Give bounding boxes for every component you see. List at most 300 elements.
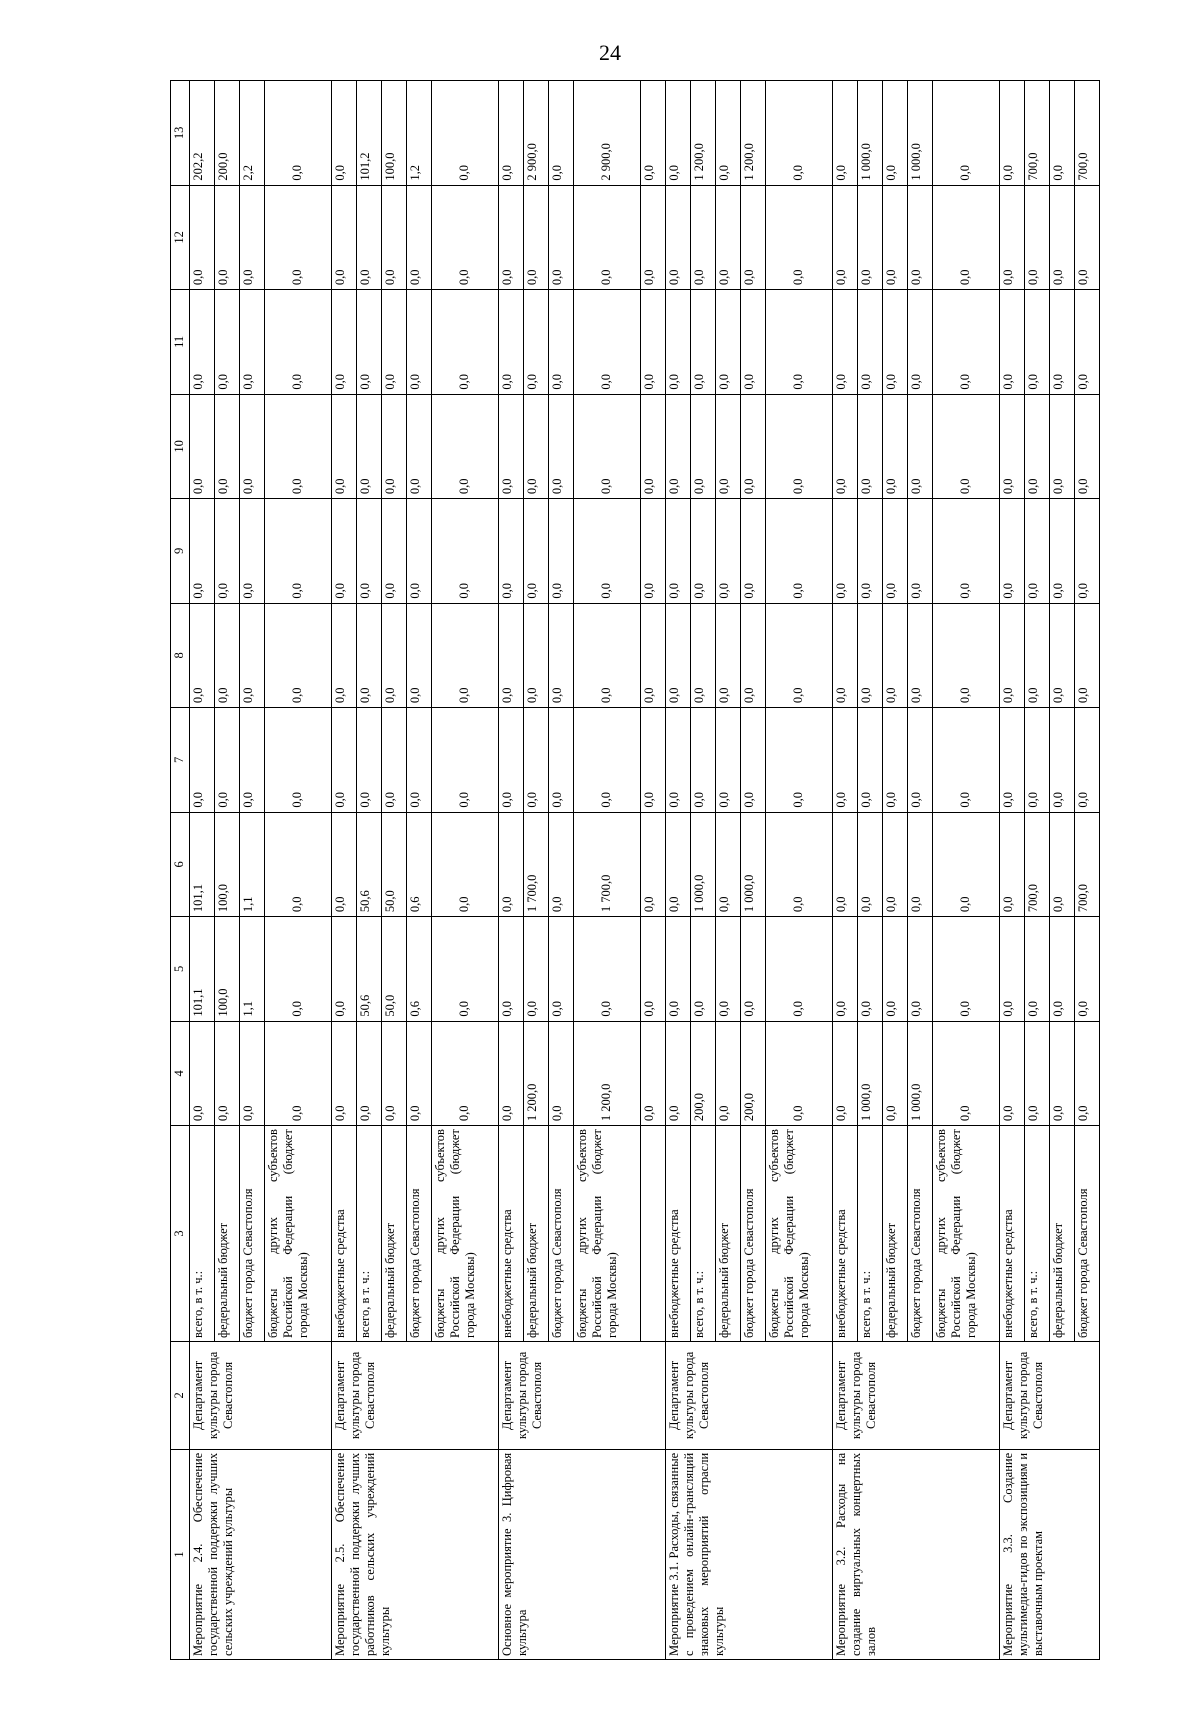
value-cell: 200,0 bbox=[740, 1021, 765, 1126]
column-header: 10 bbox=[171, 394, 190, 499]
value-cell: 0,0 bbox=[381, 708, 406, 813]
value-cell: 0,0 bbox=[999, 394, 1024, 499]
value-cell: 0,0 bbox=[265, 1021, 332, 1126]
value-cell: 0,0 bbox=[1049, 185, 1074, 290]
value-cell: 0,0 bbox=[432, 708, 499, 813]
value-cell: 0,0 bbox=[832, 394, 857, 499]
activity-name-cell: Мероприятие 2.4. Обеспечение государственной поддержки лучших сельских учреждений культуры bbox=[190, 1449, 332, 1659]
value-cell: 0,0 bbox=[1049, 290, 1074, 395]
value-cell: 0,0 bbox=[1074, 185, 1099, 290]
value-cell: 2 900,0 bbox=[573, 81, 640, 186]
value-cell: 0,0 bbox=[215, 290, 240, 395]
page-number: 24 bbox=[599, 40, 621, 65]
funding-source-cell: федеральный бюджет bbox=[882, 1126, 907, 1342]
value-cell: 0,6 bbox=[406, 812, 431, 917]
value-cell: 0,0 bbox=[740, 185, 765, 290]
value-cell: 1 000,0 bbox=[857, 1021, 882, 1126]
value-cell: 0,0 bbox=[857, 708, 882, 813]
responsible-cell: Департамент культуры города Севастополя bbox=[331, 1341, 498, 1449]
value-cell: 0,0 bbox=[907, 603, 932, 708]
value-cell: 0,0 bbox=[665, 394, 690, 499]
value-cell: 0,0 bbox=[498, 499, 523, 604]
value-cell: 0,0 bbox=[932, 81, 999, 186]
value-cell: 0,0 bbox=[331, 394, 356, 499]
value-cell: 0,0 bbox=[573, 603, 640, 708]
value-cell: 0,0 bbox=[1049, 499, 1074, 604]
responsible-cell: Департамент культуры города Севастополя bbox=[832, 1341, 999, 1449]
value-cell: 0,0 bbox=[857, 917, 882, 1022]
funding-source-cell: бюджеты других субъектов Российской Федерации (бюджет города Москвы) bbox=[265, 1126, 332, 1342]
funding-source-cell: федеральный бюджет bbox=[523, 1126, 548, 1342]
value-cell: 0,0 bbox=[999, 917, 1024, 1022]
value-cell: 0,0 bbox=[548, 1021, 573, 1126]
value-cell: 0,0 bbox=[498, 812, 523, 917]
value-cell: 0,0 bbox=[999, 81, 1024, 186]
responsible-cell: Департамент культуры города Севастополя bbox=[999, 1341, 1100, 1449]
value-cell: 1 200,0 bbox=[573, 1021, 640, 1126]
activity-name-cell: Мероприятие 2.5. Обеспечение государственной поддержки лучших работников сельских учреждений культуры bbox=[331, 1449, 498, 1659]
value-cell: 0,0 bbox=[690, 185, 715, 290]
value-cell: 0,0 bbox=[331, 812, 356, 917]
value-cell: 0,0 bbox=[907, 499, 932, 604]
value-cell: 0,0 bbox=[665, 185, 690, 290]
column-header: 13 bbox=[171, 81, 190, 186]
column-header: 2 bbox=[171, 1341, 190, 1449]
value-cell: 0,0 bbox=[715, 394, 740, 499]
value-cell: 0,0 bbox=[406, 499, 431, 604]
funding-source-cell: бюджет города Севастополя bbox=[548, 1126, 573, 1342]
value-cell: 0,0 bbox=[857, 394, 882, 499]
value-cell: 0,0 bbox=[715, 603, 740, 708]
funding-source-cell: внебюджетные средства bbox=[832, 1126, 857, 1342]
value-cell: 0,0 bbox=[715, 81, 740, 186]
value-cell: 0,0 bbox=[432, 603, 499, 708]
activity-name-cell: Мероприятие 3.3. Создание мультимедиа-гидов по экспозициям и выставочным проектам bbox=[999, 1449, 1100, 1659]
funding-source-cell: бюджет города Севастополя bbox=[240, 1126, 265, 1342]
value-cell: 2,2 bbox=[240, 81, 265, 186]
value-cell: 0,0 bbox=[857, 499, 882, 604]
value-cell: 0,0 bbox=[932, 394, 999, 499]
value-cell: 0,0 bbox=[432, 185, 499, 290]
value-cell: 0,0 bbox=[765, 1021, 832, 1126]
funding-source-cell: бюджет города Севастополя bbox=[1074, 1126, 1099, 1342]
value-cell: 0,0 bbox=[765, 499, 832, 604]
value-cell: 0,0 bbox=[740, 394, 765, 499]
value-cell: 0,0 bbox=[215, 499, 240, 604]
funding-source-cell: федеральный бюджет bbox=[1049, 1126, 1074, 1342]
funding-source-cell: всего, в т. ч.: bbox=[190, 1126, 215, 1342]
value-cell: 100,0 bbox=[215, 917, 240, 1022]
value-cell: 0,0 bbox=[498, 394, 523, 499]
activity-name-cell: Мероприятие 3.1. Расходы, связанные с проведением онлайн-трансляций знаковых мероприятий отрасли культуры bbox=[665, 1449, 832, 1659]
value-cell: 0,0 bbox=[882, 603, 907, 708]
value-cell: 0,0 bbox=[832, 917, 857, 1022]
value-cell: 0,0 bbox=[240, 499, 265, 604]
value-cell: 1,2 bbox=[406, 81, 431, 186]
value-cell: 0,0 bbox=[190, 394, 215, 499]
value-cell: 0,0 bbox=[381, 499, 406, 604]
value-cell: 0,0 bbox=[715, 708, 740, 813]
value-cell: 0,0 bbox=[381, 290, 406, 395]
value-cell: 0,0 bbox=[548, 394, 573, 499]
value-cell: 100,0 bbox=[215, 812, 240, 917]
value-cell: 1,1 bbox=[240, 812, 265, 917]
value-cell: 0,0 bbox=[498, 708, 523, 813]
value-cell: 0,0 bbox=[740, 290, 765, 395]
value-cell: 101,1 bbox=[190, 812, 215, 917]
value-cell: 0,0 bbox=[765, 708, 832, 813]
value-cell: 0,0 bbox=[240, 185, 265, 290]
value-cell: 0,0 bbox=[190, 185, 215, 290]
value-cell: 0,0 bbox=[882, 708, 907, 813]
funding-source-cell bbox=[640, 1126, 665, 1342]
funding-source-cell: федеральный бюджет bbox=[715, 1126, 740, 1342]
funding-source-cell: внебюджетные средства bbox=[665, 1126, 690, 1342]
value-cell: 0,0 bbox=[665, 290, 690, 395]
value-cell: 2 900,0 bbox=[523, 81, 548, 186]
budget-table bbox=[170, 80, 1100, 1660]
value-cell: 0,0 bbox=[740, 917, 765, 1022]
value-cell: 0,0 bbox=[640, 81, 665, 186]
value-cell: 1 700,0 bbox=[573, 812, 640, 917]
value-cell: 0,0 bbox=[832, 499, 857, 604]
value-cell: 0,0 bbox=[573, 394, 640, 499]
value-cell: 0,0 bbox=[331, 708, 356, 813]
funding-source-cell: бюджет города Севастополя bbox=[406, 1126, 431, 1342]
value-cell: 0,0 bbox=[381, 1021, 406, 1126]
value-cell: 700,0 bbox=[1074, 81, 1099, 186]
value-cell: 0,0 bbox=[215, 708, 240, 813]
value-cell: 0,0 bbox=[573, 708, 640, 813]
value-cell: 1,1 bbox=[240, 917, 265, 1022]
value-cell: 0,0 bbox=[1024, 185, 1049, 290]
value-cell: 0,0 bbox=[765, 290, 832, 395]
value-cell: 0,0 bbox=[765, 394, 832, 499]
header-row bbox=[171, 81, 190, 1660]
value-cell: 0,0 bbox=[406, 290, 431, 395]
column-header: 11 bbox=[171, 290, 190, 395]
value-cell: 0,0 bbox=[240, 1021, 265, 1126]
value-cell: 0,0 bbox=[832, 708, 857, 813]
table-row bbox=[832, 81, 857, 1660]
value-cell: 0,0 bbox=[215, 185, 240, 290]
value-cell: 0,0 bbox=[740, 708, 765, 813]
value-cell: 0,0 bbox=[640, 1021, 665, 1126]
value-cell: 0,0 bbox=[932, 185, 999, 290]
value-cell: 700,0 bbox=[1024, 812, 1049, 917]
value-cell: 0,0 bbox=[857, 290, 882, 395]
value-cell: 0,0 bbox=[240, 708, 265, 813]
value-cell: 0,0 bbox=[1074, 1021, 1099, 1126]
value-cell: 0,0 bbox=[432, 290, 499, 395]
value-cell: 0,0 bbox=[932, 917, 999, 1022]
value-cell: 0,0 bbox=[406, 603, 431, 708]
value-cell: 0,0 bbox=[1024, 603, 1049, 708]
funding-source-cell: бюджет города Севастополя bbox=[740, 1126, 765, 1342]
value-cell: 0,0 bbox=[999, 812, 1024, 917]
value-cell: 0,0 bbox=[999, 708, 1024, 813]
value-cell: 0,0 bbox=[523, 917, 548, 1022]
value-cell: 50,0 bbox=[381, 917, 406, 1022]
value-cell: 0,0 bbox=[406, 185, 431, 290]
value-cell: 0,0 bbox=[832, 290, 857, 395]
value-cell: 0,0 bbox=[882, 499, 907, 604]
column-header: 3 bbox=[171, 1126, 190, 1342]
value-cell: 0,0 bbox=[665, 603, 690, 708]
value-cell: 0,0 bbox=[573, 185, 640, 290]
value-cell: 0,0 bbox=[523, 603, 548, 708]
value-cell: 0,0 bbox=[523, 499, 548, 604]
value-cell: 0,0 bbox=[381, 394, 406, 499]
value-cell: 0,0 bbox=[548, 499, 573, 604]
value-cell: 1 200,0 bbox=[740, 81, 765, 186]
value-cell: 200,0 bbox=[215, 81, 240, 186]
value-cell: 0,0 bbox=[1074, 290, 1099, 395]
value-cell: 0,0 bbox=[765, 917, 832, 1022]
funding-source-cell: бюджеты других субъектов Российской Федерации (бюджет города Москвы) bbox=[765, 1126, 832, 1342]
value-cell: 0,0 bbox=[640, 185, 665, 290]
value-cell: 0,0 bbox=[1049, 708, 1074, 813]
value-cell: 0,0 bbox=[857, 185, 882, 290]
value-cell: 0,0 bbox=[640, 394, 665, 499]
value-cell: 0,0 bbox=[1049, 812, 1074, 917]
value-cell: 0,0 bbox=[548, 290, 573, 395]
value-cell: 0,0 bbox=[999, 185, 1024, 290]
value-cell: 0,0 bbox=[498, 1021, 523, 1126]
value-cell: 0,0 bbox=[999, 1021, 1024, 1126]
value-cell: 0,0 bbox=[640, 812, 665, 917]
column-header: 7 bbox=[171, 708, 190, 813]
value-cell: 0,0 bbox=[765, 185, 832, 290]
value-cell: 0,0 bbox=[640, 499, 665, 604]
table-body bbox=[190, 81, 1100, 1660]
value-cell: 0,0 bbox=[932, 290, 999, 395]
funding-source-cell: внебюджетные средства bbox=[999, 1126, 1024, 1342]
value-cell: 101,1 bbox=[190, 917, 215, 1022]
value-cell: 0,0 bbox=[1024, 917, 1049, 1022]
value-cell: 0,0 bbox=[190, 1021, 215, 1126]
value-cell: 0,0 bbox=[1074, 708, 1099, 813]
value-cell: 0,0 bbox=[765, 812, 832, 917]
value-cell: 0,0 bbox=[715, 185, 740, 290]
value-cell: 0,0 bbox=[240, 394, 265, 499]
column-header: 5 bbox=[171, 917, 190, 1022]
value-cell: 0,0 bbox=[715, 1021, 740, 1126]
funding-source-cell: внебюджетные средства bbox=[331, 1126, 356, 1342]
value-cell: 0,0 bbox=[1024, 394, 1049, 499]
value-cell: 0,0 bbox=[265, 499, 332, 604]
value-cell: 0,0 bbox=[740, 603, 765, 708]
value-cell: 0,0 bbox=[740, 499, 765, 604]
value-cell: 0,0 bbox=[265, 185, 332, 290]
value-cell: 700,0 bbox=[1074, 812, 1099, 917]
value-cell: 0,0 bbox=[548, 708, 573, 813]
value-cell: 0,0 bbox=[190, 603, 215, 708]
value-cell: 0,0 bbox=[215, 603, 240, 708]
value-cell: 0,0 bbox=[432, 812, 499, 917]
value-cell: 0,0 bbox=[381, 185, 406, 290]
value-cell: 0,0 bbox=[640, 917, 665, 1022]
value-cell: 0,0 bbox=[265, 394, 332, 499]
value-cell: 0,0 bbox=[932, 603, 999, 708]
value-cell: 0,0 bbox=[432, 1021, 499, 1126]
value-cell: 0,0 bbox=[665, 708, 690, 813]
value-cell: 0,0 bbox=[432, 499, 499, 604]
value-cell: 0,0 bbox=[331, 1021, 356, 1126]
activity-name-cell: Мероприятие 3.2. Расходы на создание виртуальных концертных залов bbox=[832, 1449, 999, 1659]
value-cell: 0,0 bbox=[498, 917, 523, 1022]
value-cell: 101,2 bbox=[356, 81, 381, 186]
value-cell: 0,0 bbox=[548, 812, 573, 917]
value-cell: 0,0 bbox=[1024, 1021, 1049, 1126]
value-cell: 0,0 bbox=[882, 1021, 907, 1126]
funding-source-cell: бюджеты других субъектов Российской Федерации (бюджет города Москвы) bbox=[432, 1126, 499, 1342]
value-cell: 1 000,0 bbox=[907, 81, 932, 186]
value-cell: 50,0 bbox=[381, 812, 406, 917]
responsible-cell: Департамент культуры города Севастополя bbox=[665, 1341, 832, 1449]
value-cell: 0,0 bbox=[406, 708, 431, 813]
value-cell: 0,0 bbox=[715, 917, 740, 1022]
value-cell: 0,0 bbox=[932, 708, 999, 813]
value-cell: 0,0 bbox=[882, 917, 907, 1022]
rotated-table-container bbox=[170, 80, 1100, 1660]
value-cell: 0,0 bbox=[331, 499, 356, 604]
value-cell: 0,0 bbox=[1024, 708, 1049, 813]
value-cell: 0,0 bbox=[1024, 290, 1049, 395]
table-row bbox=[498, 81, 523, 1660]
value-cell: 0,0 bbox=[523, 394, 548, 499]
value-cell: 0,0 bbox=[640, 290, 665, 395]
value-cell: 0,0 bbox=[265, 603, 332, 708]
column-header: 9 bbox=[171, 499, 190, 604]
value-cell: 0,0 bbox=[548, 917, 573, 1022]
value-cell: 0,0 bbox=[882, 394, 907, 499]
value-cell: 0,0 bbox=[1074, 917, 1099, 1022]
value-cell: 0,0 bbox=[715, 290, 740, 395]
value-cell: 0,0 bbox=[498, 290, 523, 395]
value-cell: 0,0 bbox=[765, 81, 832, 186]
funding-source-cell: внебюджетные средства bbox=[498, 1126, 523, 1342]
table-row bbox=[665, 81, 690, 1660]
value-cell: 0,0 bbox=[932, 1021, 999, 1126]
value-cell: 0,0 bbox=[690, 708, 715, 813]
value-cell: 0,0 bbox=[665, 1021, 690, 1126]
value-cell: 0,0 bbox=[640, 603, 665, 708]
value-cell: 0,0 bbox=[356, 499, 381, 604]
value-cell: 0,0 bbox=[523, 290, 548, 395]
value-cell: 0,0 bbox=[932, 499, 999, 604]
value-cell: 0,0 bbox=[381, 603, 406, 708]
column-header: 4 bbox=[171, 1021, 190, 1126]
funding-source-cell: федеральный бюджет bbox=[215, 1126, 240, 1342]
value-cell: 0,0 bbox=[665, 812, 690, 917]
value-cell: 0,0 bbox=[356, 290, 381, 395]
value-cell: 0,0 bbox=[432, 394, 499, 499]
funding-source-cell: всего, в т. ч.: bbox=[690, 1126, 715, 1342]
value-cell: 200,0 bbox=[690, 1021, 715, 1126]
value-cell: 1 000,0 bbox=[740, 812, 765, 917]
value-cell: 0,0 bbox=[240, 290, 265, 395]
value-cell: 0,0 bbox=[665, 917, 690, 1022]
value-cell: 0,0 bbox=[665, 499, 690, 604]
table-row bbox=[190, 81, 215, 1660]
value-cell: 0,0 bbox=[907, 917, 932, 1022]
value-cell: 0,0 bbox=[1049, 603, 1074, 708]
column-header: 8 bbox=[171, 603, 190, 708]
column-header: 1 bbox=[171, 1449, 190, 1659]
value-cell: 0,0 bbox=[665, 81, 690, 186]
value-cell: 0,0 bbox=[548, 603, 573, 708]
value-cell: 700,0 bbox=[1024, 81, 1049, 186]
value-cell: 0,0 bbox=[356, 185, 381, 290]
value-cell: 0,0 bbox=[882, 81, 907, 186]
value-cell: 1 700,0 bbox=[523, 812, 548, 917]
value-cell: 0,0 bbox=[523, 185, 548, 290]
value-cell: 0,0 bbox=[190, 499, 215, 604]
value-cell: 0,0 bbox=[832, 1021, 857, 1126]
value-cell: 0,0 bbox=[190, 290, 215, 395]
value-cell: 0,6 bbox=[406, 917, 431, 1022]
value-cell: 0,0 bbox=[640, 708, 665, 813]
value-cell: 0,0 bbox=[690, 499, 715, 604]
value-cell: 0,0 bbox=[331, 290, 356, 395]
value-cell: 0,0 bbox=[548, 185, 573, 290]
funding-source-cell: всего, в т. ч.: bbox=[356, 1126, 381, 1342]
value-cell: 0,0 bbox=[690, 394, 715, 499]
value-cell: 1 000,0 bbox=[907, 1021, 932, 1126]
value-cell: 0,0 bbox=[1074, 499, 1099, 604]
funding-source-cell: всего, в т. ч.: bbox=[1024, 1126, 1049, 1342]
value-cell: 0,0 bbox=[548, 81, 573, 186]
value-cell: 0,0 bbox=[832, 81, 857, 186]
value-cell: 0,0 bbox=[1049, 917, 1074, 1022]
value-cell: 202,2 bbox=[190, 81, 215, 186]
value-cell: 0,0 bbox=[715, 499, 740, 604]
value-cell: 0,0 bbox=[573, 917, 640, 1022]
value-cell: 0,0 bbox=[932, 812, 999, 917]
value-cell: 0,0 bbox=[215, 394, 240, 499]
value-cell: 0,0 bbox=[690, 290, 715, 395]
value-cell: 0,0 bbox=[498, 603, 523, 708]
value-cell: 50,6 bbox=[356, 812, 381, 917]
value-cell: 0,0 bbox=[406, 394, 431, 499]
value-cell: 0,0 bbox=[999, 603, 1024, 708]
value-cell: 0,0 bbox=[356, 394, 381, 499]
value-cell: 0,0 bbox=[331, 603, 356, 708]
value-cell: 0,0 bbox=[432, 81, 499, 186]
value-cell: 0,0 bbox=[907, 394, 932, 499]
value-cell: 0,0 bbox=[882, 812, 907, 917]
value-cell: 100,0 bbox=[381, 81, 406, 186]
value-cell: 1 000,0 bbox=[690, 812, 715, 917]
value-cell: 0,0 bbox=[356, 603, 381, 708]
activity-name-cell: Основное мероприятие 3. Цифровая культура bbox=[498, 1449, 665, 1659]
value-cell: 0,0 bbox=[498, 185, 523, 290]
value-cell: 0,0 bbox=[907, 290, 932, 395]
value-cell: 0,0 bbox=[765, 603, 832, 708]
value-cell: 0,0 bbox=[882, 290, 907, 395]
value-cell: 0,0 bbox=[265, 290, 332, 395]
value-cell: 0,0 bbox=[265, 917, 332, 1022]
value-cell: 0,0 bbox=[432, 917, 499, 1022]
value-cell: 0,0 bbox=[406, 1021, 431, 1126]
value-cell: 0,0 bbox=[573, 499, 640, 604]
value-cell: 0,0 bbox=[832, 185, 857, 290]
value-cell: 0,0 bbox=[331, 81, 356, 186]
value-cell: 1 200,0 bbox=[523, 1021, 548, 1126]
value-cell: 0,0 bbox=[331, 185, 356, 290]
value-cell: 0,0 bbox=[907, 708, 932, 813]
